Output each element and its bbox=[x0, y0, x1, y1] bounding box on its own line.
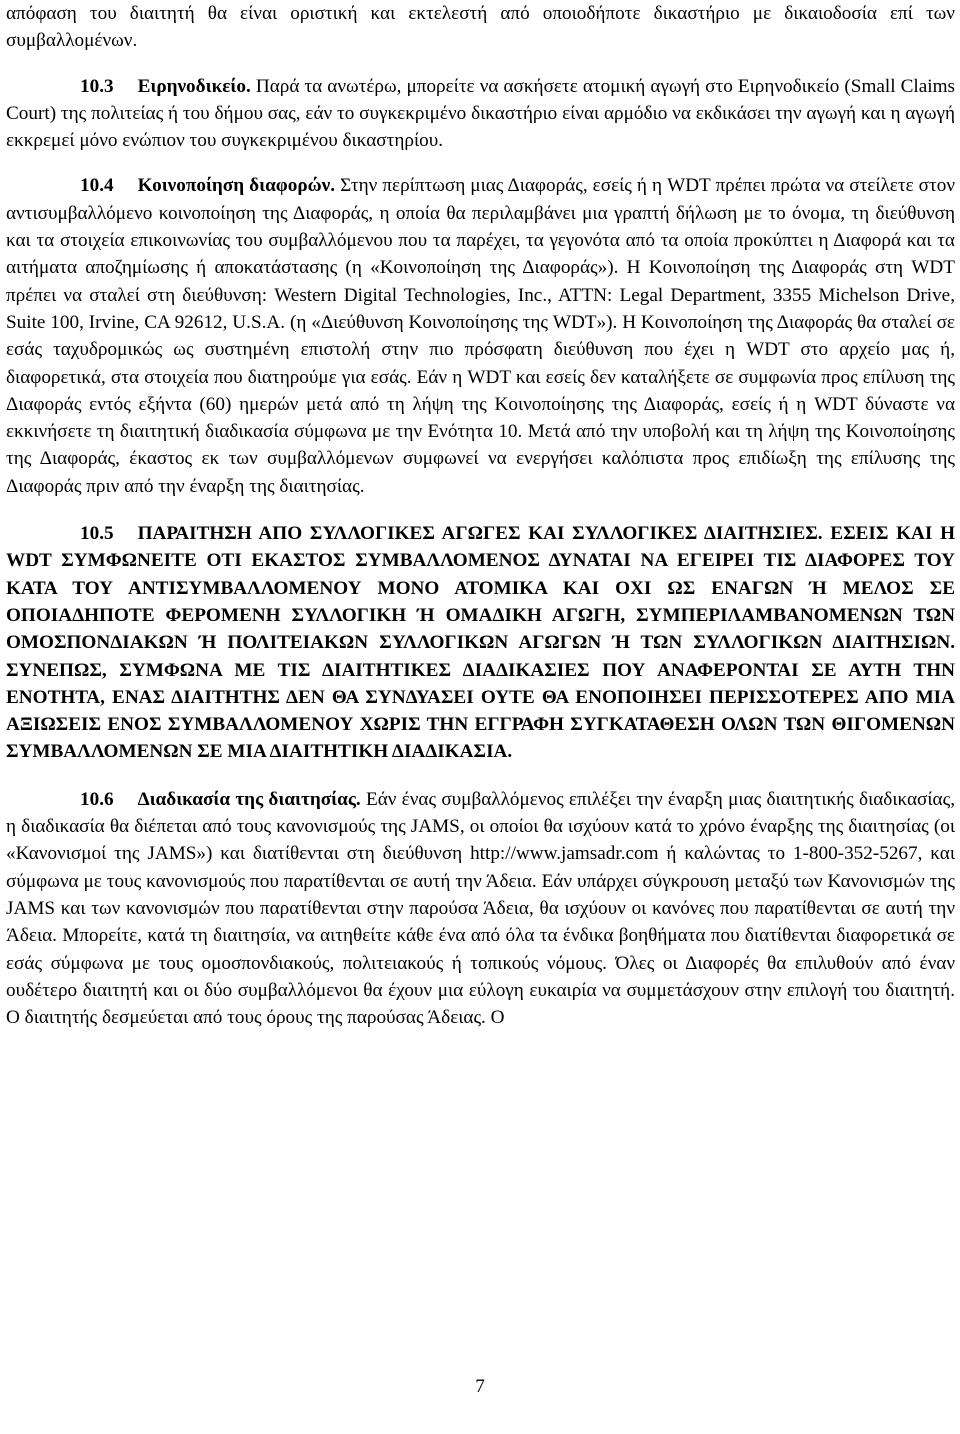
section-number: 10.6 bbox=[80, 788, 114, 810]
page-number: 7 bbox=[475, 1376, 485, 1397]
section-body: Στην περίπτωση μιας Διαφοράς, εσείς ή η WDT πρέπει πρώτα να στείλετε στον αντισυμβαλλόμενο κοινοποίηση της Διαφοράς, η οποία θα περιλαμβάνει μια γραπτή δήλωση με το όνομα, τη διεύθυνση και τα στοιχεία επικοινωνίας του συμβαλλόμενου που τα παρέχει, τα γεγονότα από τα οποία προκύπτει η Διαφορά και τα αιτήματα αποζημίωσης ή αποκατάστασης (η «Κοινοποίηση της Διαφοράς»). Η Κοινοποίηση της Διαφοράς στη WDT πρέπει να σταλεί στη διεύθυνση: Western Digital Technologies, Inc., ATTN: Legal Department, 3355 Michelson Drive, Suite 100, Irvine, CA 92612, U.S.A. (η «Διεύθυνση Κοινοποίησης της WDT»). Η Κοινοποίηση της Διαφοράς θα σταλεί σε εσάς ταχυδρομικώς ως συστημένη επιστολή στην πιο πρόσφατη διεύθυνση που έχει η WDT στο αρχείο μας ή, διαφορετικά, στα στοιχεία που διατηρούμε για εσάς. Εάν η WDT και εσείς δεν καταλήξετε σε συμφωνία προς επίλυση της Διαφοράς εντός εξήντα (60) ημερών μετά από τη λήψη της Κοινοποίησης της Διαφοράς, εσείς ή η WDT δύναστε να εκκινήσετε τη διαιτητική διαδικασία σύμφωνα με την Ενότητα 10. Μετά από την υποβολή και τη λήψη της Κοινοποίησης της Διαφοράς, έκαστος εκ των συμβαλλόμενων συμφωνεί να ενεργήσει καλόπιστα προς επιδίωξη της επίλυσης της Διαφοράς πριν από την έναρξη της διαιτησίας. bbox=[6, 175, 955, 497]
section-10-6 bbox=[6, 786, 955, 1032]
section-10-4 bbox=[6, 172, 955, 500]
section-number: 10.3 bbox=[80, 75, 114, 97]
section-number: 10.5 bbox=[80, 523, 114, 545]
section-body: Εάν ένας συμβαλλόμενος επιλέξει την έναρξη μιας διαιτητικής διαδικασίας, η διαδικασία θα διέπεται από τους κανονισμούς της JAMS, οι οποίοι θα ισχύουν κατά το χρόνο έναρξης της διαιτησίας (οι «Κανονισμοί της JAMS») και διατίθενται στη διεύθυνση http://www.jamsadr.com ή καλώντας το 1-800-352-5267, και σύμφωνα με τους κανονισμούς που παρατίθενται σε αυτή την Άδεια. Εάν υπάρχει σύγκρουση μεταξύ των Κανονισμών της JAMS και των κανονισμών που παρατίθενται στην παρούσα Άδεια, θα ισχύουν οι κανόνες που παρατίθενται σε αυτή την Άδεια. Μπορείτε, κατά τη διαιτησία, να αιτηθείτε κάθε ένα από όλα τα ένδικα βοηθήματα που διατίθενται διαφορετικά σε εσάς σύμφωνα με τους ομοσπονδιακούς, πολιτειακούς ή τοπικούς νόμους. Όλες οι Διαφορές θα επιλυθούν από έναν ουδέτερο διαιτητή και οι δύο συμβαλλόμενοι θα έχουν μια εύλογη ευκαιρία να συμμετάσχουν στην επιλογή του διαιτητή. Ο διαιτητής δεσμεύεται από τους όρους της παρούσας Άδειας. Ο bbox=[6, 788, 955, 1029]
section-10-5 bbox=[6, 520, 955, 766]
section-10-3 bbox=[6, 73, 955, 155]
section-body: Παρά τα ανωτέρω, μπορείτε να ασκήσετε ατομική αγωγή στο Ειρηνοδικείο (Small Claims Court) της πολιτείας ή του δήμου σας, εάν το συγκεκριμένο δικαστήριο είναι αρμόδιο να εκδικάσει την αγωγή και η αγωγή εκκρεμεί μόνο ενώπιον του συγκεκριμένου δικαστηρίου. bbox=[6, 75, 955, 152]
continuation-paragraph: απόφαση του διαιτητή θα είναι οριστική και εκτελεστή από οποιοδήποτε δικαστήριο με δικαιοδοσία επί των συμβαλλομένων. bbox=[6, 3, 955, 52]
document-page bbox=[6, 0, 955, 1031]
section-heading: Ειρηνοδικείο. bbox=[137, 75, 251, 97]
section-number: 10.4 bbox=[80, 175, 114, 197]
section-body: ΠΑΡΑΙΤΗΣΗ ΑΠΟ ΣΥΛΛΟΓΙΚΕΣ ΑΓΩΓΕΣ ΚΑΙ ΣΥΛΛΟΓΙΚΕΣ ΔΙΑΙΤΗΣΙΕΣ. ΕΣΕΙΣ ΚΑΙ Η WDT ΣΥΜΦΩΝΕΙΤΕ ΟΤΙ ΕΚΑΣΤΟΣ ΣΥΜΒΑΛΛΟΜΕΝΟΣ ΔΥΝΑΤΑΙ ΝΑ ΕΓΕΙΡΕΙ ΤΙΣ ΔΙΑΦΟΡΕΣ ΤΟΥ ΚΑΤΑ ΤΟΥ ΑΝΤΙΣΥΜΒΑΛΛΟΜΕΝΟΥ ΜΟΝΟ ΑΤΟΜΙΚΑ ΚΑΙ ΟΧΙ ΩΣ ΕΝΑΓΩΝ Ή ΜΕΛΟΣ ΣΕ ΟΠΟΙΑΔΗΠΟΤΕ ΦΕΡΟΜΕΝΗ ΣΥΛΛΟΓΙΚΗ Ή ΟΜΑΔΙΚΗ ΑΓΩΓΗ, ΣΥΜΠΕΡΙΛΑΜΒΑΝΟΜΕΝΩΝ ΤΩΝ ΟΜΟΣΠΟΝΔΙΑΚΩΝ Ή ΠΟΛΙΤΕΙΑΚΩΝ ΣΥΛΛΟΓΙΚΩΝ ΑΓΩΓΩΝ Ή ΤΩΝ ΣΥΛΛΟΓΙΚΩΝ ΔΙΑΙΤΗΣΙΩΝ. ΣΥΝΕΠΩΣ, ΣΥΜΦΩΝΑ ΜΕ ΤΙΣ ΔΙΑΙΤΗΤΙΚΕΣ ΔΙΑΔΙΚΑΣΙΕΣ ΠΟΥ ΑΝΑΦΕΡΟΝΤΑΙ ΣΕ ΑΥΤΗ ΤΗΝ ΕΝΟΤΗΤΑ, ΕΝΑΣ ΔΙΑΙΤΗΤΗΣ ΔΕΝ ΘΑ ΣΥΝΔΥΑΣΕΙ ΟΥΤΕ ΘΑ ΕΝΟΠΟΙΗΣΕΙ ΠΕΡΙΣΣΟΤΕΡΕΣ ΑΠΟ ΜΙΑ ΑΞΙΩΣΕΙΣ ΕΝΟΣ ΣΥΜΒΑΛΛΟΜΕΝΟΥ ΧΩΡΙΣ ΤΗΝ ΕΓΓΡΑΦΗ ΣΥΓΚΑΤΑΘΕΣΗ ΟΛΩΝ ΤΩΝ ΘΙΓΟΜΕΝΩΝ ΣΥΜΒΑΛΛΟΜΕΝΩΝ ΣΕ ΜΙΑ ΔΙΑΙΤΗΤΙΚΗ ΔΙΑΔΙΚΑΣΙΑ. bbox=[6, 523, 955, 763]
section-heading: Κοινοποίηση διαφορών. bbox=[137, 175, 336, 197]
section-heading: Διαδικασία της διαιτησίας. bbox=[137, 788, 361, 810]
